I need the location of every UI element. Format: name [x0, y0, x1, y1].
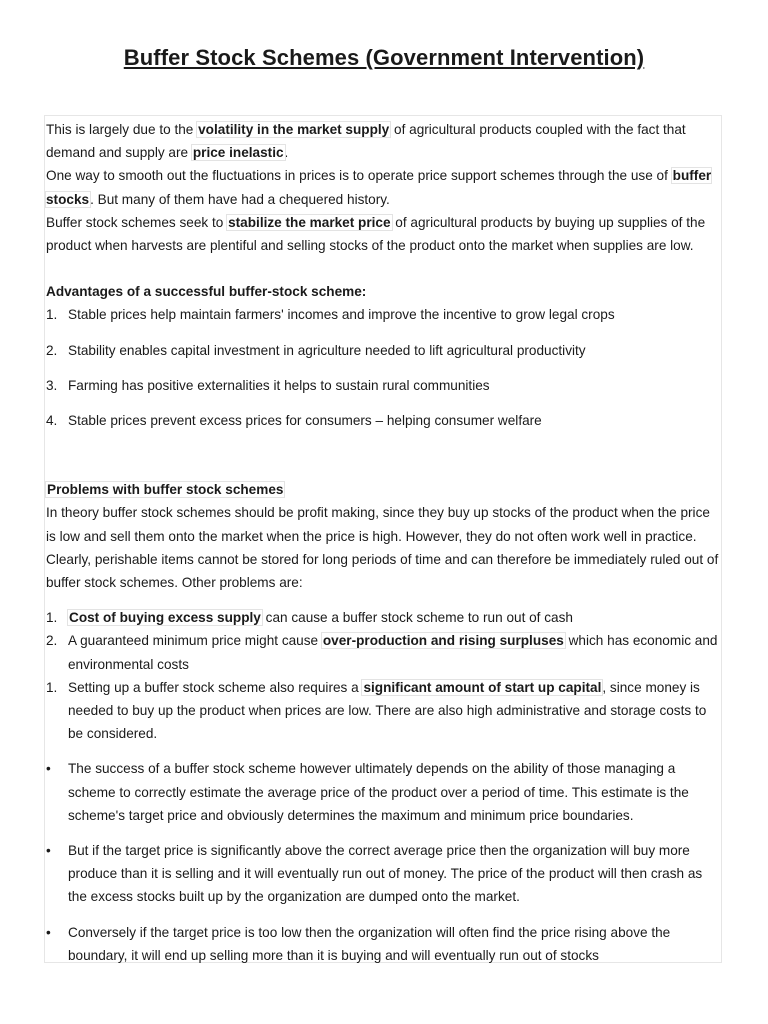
advantages-heading: Advantages of a successful buffer-stock scheme: — [46, 284, 367, 300]
highlight-over-production: over-production and rising surpluses — [322, 633, 564, 649]
list-item-text: Stability enables capital investment in agriculture needed to lift agricultural productivity — [68, 342, 586, 358]
intro-text: . — [284, 145, 289, 161]
list-item-text: Setting up a buffer stock scheme also requires a — [68, 679, 363, 695]
problems-list — [46, 606, 719, 745]
list-item-text: Stable prices help maintain farmers' incomes and improve the incentive to grow legal crops — [68, 307, 615, 323]
highlight-cost-excess-supply: Cost of buying excess supply — [69, 610, 261, 626]
intro-text: . But many of them have had a chequered history. — [90, 191, 390, 207]
list-item — [46, 409, 719, 432]
bullet-icon: • — [46, 924, 51, 940]
list-item-text: Stable prices prevent excess prices for consumers – helping consumer welfare — [68, 413, 542, 429]
list-item-text: which has economic and environmental costs — [68, 633, 718, 672]
list-item — [46, 757, 719, 827]
list-marker: 3. — [46, 377, 58, 393]
problems-heading — [46, 478, 719, 501]
problems-heading-text: Problems with buffer stock schemes — [47, 482, 284, 498]
list-item — [46, 374, 719, 397]
document-body — [44, 115, 722, 963]
list-item — [46, 629, 719, 675]
page-title: Buffer Stock Schemes (Government Intervention) — [123, 45, 645, 70]
bullet-icon: • — [46, 761, 51, 777]
intro-paragraph-2 — [46, 164, 719, 210]
list-item-text: The success of a buffer stock scheme however ultimately depends on the ability of those managing a scheme to correctly estimate the average price of the product over a period of time. This estimate is the scheme's target price and obviously determines the maximum and minimum price boundaries. — [68, 761, 689, 823]
intro-paragraph-1 — [46, 118, 719, 164]
list-item-text: Conversely if the target price is too low then the organization will often find the price rising above the boundary, it will end up selling more than it is buying and will eventually run out of stocks — [68, 924, 671, 963]
problems-paragraph: In theory buffer stock schemes should be profit making, since they buy up stocks of the product when the price is low and sell them onto the market when the price is high. However, they do not often work well in practice. Clearly, perishable items cannot be stored for long periods of time and can therefore be immediately ruled out of buffer stock schemes. Other problems are: — [46, 505, 719, 591]
list-marker: 2. — [46, 342, 58, 358]
intro-paragraph-3 — [46, 211, 719, 257]
bullet-icon: • — [46, 843, 51, 859]
list-item-text: , since money is needed to buy up the product when prices are low. There are also high administrative and storage costs to be considered. — [68, 679, 707, 742]
highlight-volatility: volatility in the market supply — [198, 122, 390, 137]
list-marker: 1. — [46, 610, 58, 626]
list-marker: 2. — [46, 633, 58, 649]
intro-text: One way to smooth out the fluctuations in prices is to operate price support schemes through the use of — [46, 168, 672, 184]
list-item — [46, 839, 719, 909]
highlight-start-up-capital: significant amount of start up capital — [363, 679, 602, 695]
list-item — [46, 921, 719, 967]
advantages-list — [46, 303, 719, 432]
list-item — [46, 676, 719, 746]
list-item — [46, 303, 719, 326]
list-marker: 1. — [46, 307, 58, 323]
intro-text: of agricultural products coupled with the fact that demand and supply are — [46, 122, 686, 161]
list-marker: 4. — [46, 413, 58, 429]
problems-bullets — [46, 757, 719, 967]
intro-text: of agricultural products by buying up supplies of the product when harvests are plentiful and selling stocks of the product onto the market when supplies are low. — [46, 214, 706, 254]
highlight-stabilize-price: stabilize the market price — [228, 214, 391, 230]
list-marker: 1. — [46, 679, 58, 695]
list-item-text: A guaranteed minimum price might cause — [68, 633, 322, 649]
intro-text: Buffer stock schemes seek to — [46, 214, 228, 230]
list-item — [46, 606, 719, 629]
list-item — [46, 339, 719, 362]
highlight-price-inelastic: price inelastic — [192, 145, 284, 161]
list-item-text: can cause a buffer stock scheme to run out of cash — [261, 610, 573, 626]
intro-text: This is largely due to the — [46, 122, 198, 137]
highlight-buffer-stocks: buffer stocks — [46, 168, 712, 207]
list-item-text: But if the target price is significantly above the correct average price then the organization will buy more produce than it is selling and it will eventually run out of money. The price of the product will then crash as the excess stocks built up by the organization are dumped onto the market. — [68, 843, 703, 905]
list-item-text: Farming has positive externalities it helps to sustain rural communities — [68, 377, 490, 393]
